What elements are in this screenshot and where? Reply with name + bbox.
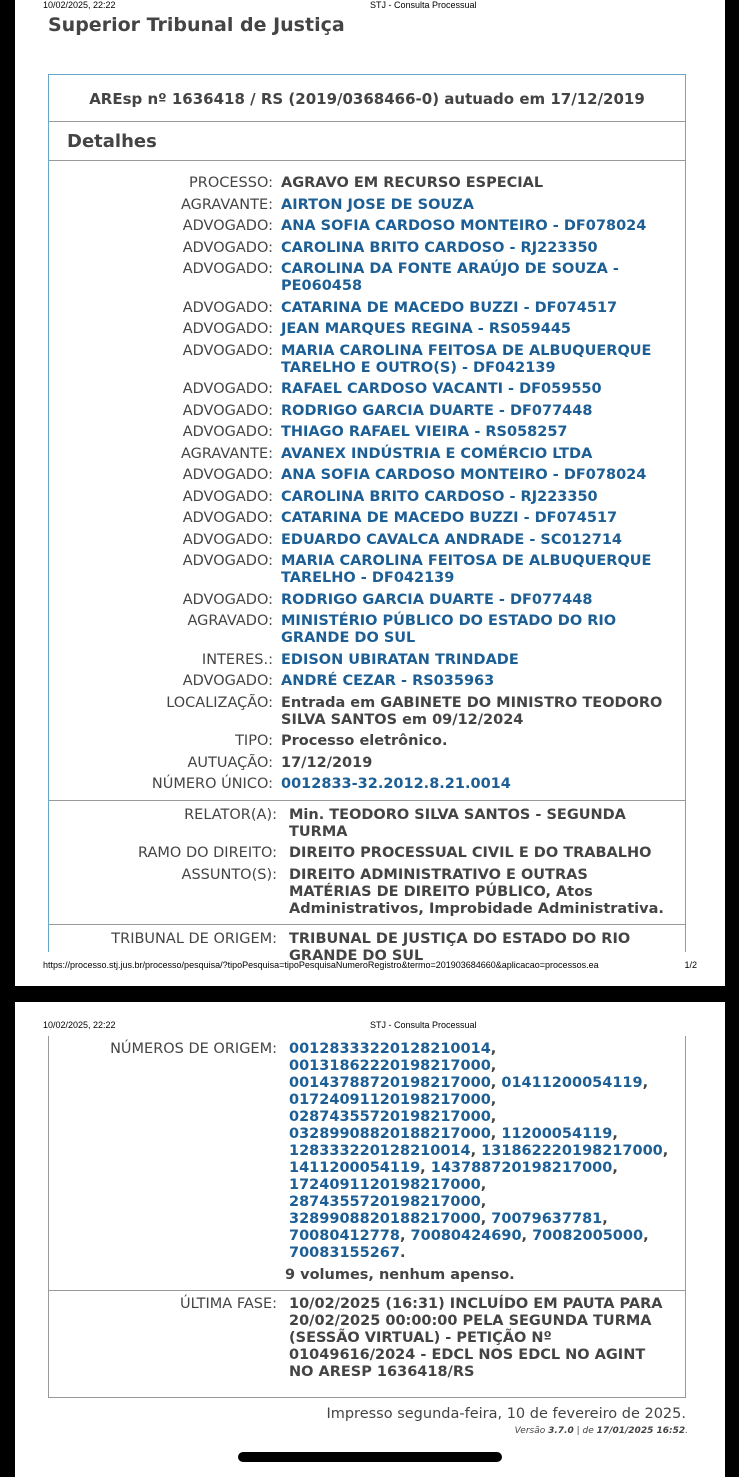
field-value-link[interactable]: EDUARDO CAVALCA ANDRADE - SC012714 (281, 531, 623, 548)
origin-numbers-row (49, 1041, 685, 1262)
detail-row (49, 424, 685, 441)
field-label: TRIBUNAL DE ORIGEM: (111, 931, 277, 947)
detail-row (49, 845, 685, 862)
detail-row (49, 867, 685, 918)
detail-row (49, 240, 685, 257)
origin-number-link[interactable]: 128333220128210014 (289, 1143, 471, 1159)
origin-number-link[interactable]: 02874355720198217000 (289, 1109, 491, 1125)
origin-number-link[interactable]: 00143788720198217000 (289, 1075, 491, 1091)
last-phase-section (49, 1291, 685, 1388)
field-label: AGRAVANTE: (180, 196, 273, 213)
field-value-link[interactable]: RODRIGO GARCIA DUARTE - DF077448 (281, 591, 593, 608)
detail-row (49, 467, 685, 484)
field-value-link[interactable]: CATARINA DE MACEDO BUZZI - DF074517 (281, 510, 618, 526)
detail-row (49, 403, 685, 420)
field-value-link[interactable]: CAROLINA BRITO CARDOSO - RJ223350 (281, 488, 598, 505)
print-header-title: STJ - Consulta Processual (370, 0, 477, 10)
detail-row (49, 776, 685, 793)
version-info: Versão 3.7.0 | de 17/01/2025 16:52. (514, 1426, 688, 1436)
field-value-link[interactable]: ANDRÉ CEZAR - RS035963 (281, 673, 495, 689)
field-label: ADVOGADO: (182, 531, 273, 548)
detail-row (49, 300, 685, 317)
process-box (48, 74, 686, 964)
origin-number-link[interactable]: 70079637781 (491, 1211, 603, 1227)
origin-numbers-list: 00128333220128210014, 00131862220198217000, 00143788720198217000, 01411200054119, 01724091120198217000, 02874355720198217000, 03289908820188217000, 11200054119, 128333220128210014, 131862220198217000, 1411200054119, 143788720198217000, 1724091120198217000, 2874355720198217000, 3289908820188217000, 70079637781, 70080412778, 70080424690, 70082005000, 70083155267. (289, 1041, 669, 1261)
details-section (49, 161, 685, 801)
field-label: ADVOGADO: (182, 402, 273, 419)
detail-row (49, 381, 685, 398)
detail-row (49, 532, 685, 549)
field-value-link[interactable]: AIRTON JOSE DE SOUZA (281, 196, 474, 213)
detail-row (49, 197, 685, 214)
field-label: RELATOR(A): (184, 806, 277, 823)
detail-row (49, 321, 685, 338)
origin-numbers-section (49, 1036, 685, 1291)
field-value-link[interactable]: ANA SOFIA CARDOSO MONTEIRO - DF078024 (281, 218, 647, 234)
origin-number-link[interactable]: 1724091120198217000 (289, 1177, 481, 1193)
origin-number-link[interactable]: 03289908820188217000 (289, 1126, 491, 1142)
field-value-link[interactable]: EDISON UBIRATAN TRINDADE (281, 651, 519, 668)
field-label: PROCESSO: (189, 175, 273, 191)
print-date: 10/02/2025, 22:22 (43, 0, 116, 10)
field-label: ADVOGADO: (182, 218, 273, 234)
field-label: NÚMEROS DE ORIGEM: (110, 1041, 277, 1057)
footer-url: https://processo.stj.jus.br/processo/pesquisa/?tipoPesquisa=tipoPesquisaNumeroRegistro&termo=201903684660&aplicacao=processos.ea (43, 960, 599, 970)
field-label: ADVOGADO: (182, 673, 273, 689)
field-label: ADVOGADO: (182, 299, 273, 316)
field-value: AGRAVO EM RECURSO ESPECIAL (281, 175, 544, 191)
process-title: AREsp nº 1636418 / RS (2019/0368466-0) autuado em 17/12/2019 (49, 75, 685, 122)
detail-row (49, 343, 685, 377)
detail-row (49, 261, 685, 295)
field-value-link[interactable]: RAFAEL CARDOSO VACANTI - DF059550 (281, 381, 602, 397)
origin-number-link[interactable]: 131862220198217000 (481, 1143, 663, 1159)
field-label: ADVOGADO: (182, 424, 273, 440)
field-value: TRIBUNAL DE JUSTIÇA DO ESTADO DO RIO GRANDE DO SUL (289, 931, 631, 964)
court-title: Superior Tribunal de Justiça (48, 14, 345, 36)
origin-number-link[interactable]: 70083155267 (289, 1245, 400, 1261)
field-value: 17/12/2019 (281, 754, 373, 771)
field-label: ÚLTIMA FASE: (179, 1296, 277, 1312)
origin-number-link[interactable]: 3289908820188217000 (289, 1211, 481, 1227)
detail-row (49, 695, 685, 729)
field-value-link[interactable]: AVANEX INDÚSTRIA E COMÉRCIO LTDA (281, 445, 593, 462)
field-value: 10/02/2025 (16:31) INCLUÍDO EM PAUTA PARA 20/02/2025 00:00:00 PELA SEGUNDA TURMA (SESSÃO VIRTUAL) - PETIÇÃO Nº 01049616/2024 - EDCL NOS EDCL NO AGINT NO ARESP 1636418/RS (289, 1296, 663, 1380)
field-label: ADVOGADO: (182, 467, 273, 483)
field-label: ASSUNTO(S): (181, 866, 277, 883)
field-label: ADVOGADO: (182, 342, 273, 359)
process-box-continued (48, 1036, 686, 1398)
field-label: ADVOGADO: (182, 553, 273, 569)
origin-number-link[interactable]: 70080412778 (289, 1228, 400, 1244)
field-label: TIPO: (235, 733, 273, 749)
print-header-title: STJ - Consulta Processual (370, 1020, 477, 1030)
printed-date: Impresso segunda-feira, 10 de fevereiro de 2025. (326, 1406, 686, 1422)
field-label: RAMO DO DIREITO: (138, 845, 277, 861)
field-label: ADVOGADO: (182, 321, 273, 337)
detail-row (49, 613, 685, 647)
detail-row (49, 592, 685, 609)
detail-row (49, 489, 685, 506)
field-value-link[interactable]: MARIA CAROLINA FEITOSA DE ALBUQUERQUE TARELHO E OUTRO(S) - DF042139 (281, 342, 652, 376)
detail-row (49, 733, 685, 750)
field-label: AGRAVADO: (187, 613, 273, 629)
origin-number-link[interactable]: 1411200054119 (289, 1160, 421, 1176)
field-value-link[interactable]: THIAGO RAFAEL VIEIRA - RS058257 (281, 424, 568, 440)
origin-number-link[interactable]: 70080424690 (410, 1228, 522, 1244)
footer-page-number: 1/2 (684, 960, 697, 970)
field-value: Min. TEODORO SILVA SANTOS - SEGUNDA TURMA (289, 806, 626, 840)
field-label: ADVOGADO: (182, 239, 273, 256)
field-label: NÚMERO ÚNICO: (151, 776, 273, 792)
origin-number-link[interactable]: 2874355720198217000 (289, 1194, 481, 1210)
field-label: LOCALIZAÇÃO: (166, 694, 273, 711)
detail-row (49, 175, 685, 192)
field-value: Entrada em GABINETE DO MINISTRO TEODORO SILVA SANTOS em 09/12/2024 (281, 694, 663, 728)
field-label: AUTUAÇÃO: (187, 754, 273, 771)
origin-number-link[interactable]: 70082005000 (532, 1228, 644, 1244)
detail-row (49, 446, 685, 463)
field-label: ADVOGADO: (182, 381, 273, 397)
origin-number-link[interactable]: 11200054119 (501, 1126, 613, 1142)
field-value-link[interactable]: MINISTÉRIO PÚBLICO DO ESTADO DO RIO GRANDE DO SUL (281, 613, 617, 646)
detail-row (49, 510, 685, 527)
field-value: DIREITO ADMINISTRATIVO E OUTRAS MATÉRIAS DE DIREITO PÚBLICO, Atos Administrativos, Improbidade Administrativa. (289, 866, 664, 917)
detail-row (49, 673, 685, 690)
detail-row (49, 807, 685, 841)
field-value: DIREITO PROCESSUAL CIVIL E DO TRABALHO (289, 845, 652, 861)
origin-number-link[interactable]: 00128333220128210014 (289, 1041, 491, 1057)
field-value-link[interactable]: ANA SOFIA CARDOSO MONTEIRO - DF078024 (281, 467, 647, 483)
volumes-row (49, 1267, 685, 1284)
detail-row (49, 755, 685, 772)
print-date: 10/02/2025, 22:22 (43, 1020, 116, 1030)
origin-number-link[interactable]: 143788720198217000 (430, 1160, 613, 1176)
origin-number-link[interactable]: 01411200054119 (501, 1075, 643, 1091)
field-label: INTERES.: (201, 651, 273, 668)
volumes-text: 9 volumes, nenhum apenso. (285, 1266, 515, 1283)
field-value-link[interactable]: RODRIGO GARCIA DUARTE - DF077448 (281, 402, 593, 419)
field-value-link[interactable]: CAROLINA DA FONTE ARAÚJO DE SOUZA - PE060458 (281, 261, 619, 294)
field-label: AGRAVANTE: (180, 445, 273, 462)
relator-section (49, 801, 685, 926)
field-label: ADVOGADO: (182, 591, 273, 608)
field-value-link[interactable]: CATARINA DE MACEDO BUZZI - DF074517 (281, 299, 618, 316)
field-label: ADVOGADO: (182, 261, 273, 277)
home-indicator[interactable] (238, 1452, 502, 1462)
print-page-1 (15, 0, 725, 986)
field-value-link[interactable]: MARIA CAROLINA FEITOSA DE ALBUQUERQUE TARELHO - DF042139 (281, 553, 652, 586)
field-label: ADVOGADO: (182, 510, 273, 526)
field-value: Processo eletrônico. (281, 733, 448, 749)
last-phase-row (49, 1296, 685, 1381)
field-value-link[interactable]: JEAN MARQUES REGINA - RS059445 (281, 321, 571, 337)
detail-row (49, 652, 685, 669)
field-value-link[interactable]: CAROLINA BRITO CARDOSO - RJ223350 (281, 239, 598, 256)
field-value-link[interactable]: 0012833-32.2012.8.21.0014 (281, 776, 511, 792)
origin-number-link[interactable]: 00131862220198217000 (289, 1058, 491, 1074)
origin-number-link[interactable]: 01724091120198217000 (289, 1092, 491, 1108)
detail-row (49, 553, 685, 587)
field-label: ADVOGADO: (182, 488, 273, 505)
print-page-2 (15, 1002, 725, 1477)
details-heading: Detalhes (49, 122, 685, 161)
detail-row (49, 218, 685, 235)
